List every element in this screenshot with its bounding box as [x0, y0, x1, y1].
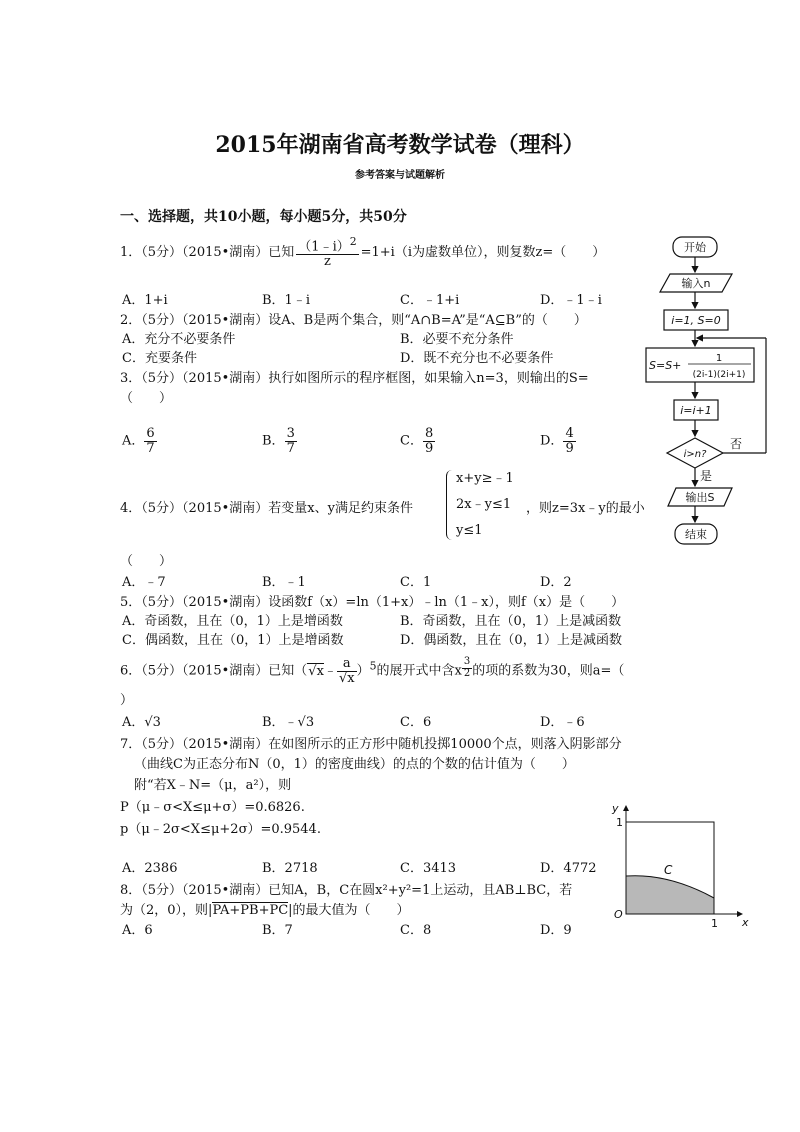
y-one-label: 1 [616, 816, 623, 829]
shaded-region [626, 876, 714, 914]
q1-option-c: C．﹣1+i [400, 293, 460, 308]
question-3: 3．（5分）（2015•湖南）执行如图所示的程序框图，如果输入n=3，则输出的S= [120, 371, 589, 386]
q2-option-a: A．充分不必要条件 [122, 332, 236, 347]
q5-option-b: B．奇函数，且在（0，1）上是减函数 [400, 614, 622, 629]
q5-option-a: A．奇函数，且在（0，1）上是增函数 [122, 614, 343, 629]
q1-option-a: A．1+i [122, 293, 168, 308]
q1-prefix: 1．（5分）（2015•湖南）已知 [120, 244, 295, 260]
question-3-paren: （ ） [120, 391, 173, 406]
q3-option-d: D． $\frac{4}{9}$ [540, 426, 574, 456]
q7-option-c: C．3413 [400, 861, 457, 876]
flow-input-text: 输入n [681, 277, 711, 290]
q1-option-d: D．﹣1﹣i [540, 293, 602, 308]
question-7-line-4: P（μ﹣σ<X≤μ+σ）=0.6826. [120, 800, 305, 815]
q4-constraint-1: x+y≥﹣1 [456, 471, 514, 486]
q8-option-c: C．8 [400, 923, 432, 938]
normal-density-graph [600, 800, 760, 930]
q1-exponent: 2 [349, 235, 357, 248]
question-1 [120, 236, 605, 269]
x-axis-label: x [742, 916, 749, 929]
q4-brace [446, 470, 455, 540]
flow-update-den: (2i-1)(2i+1) [692, 370, 746, 380]
q6-option-a: A．√3 [122, 715, 161, 730]
question-8-line-1: 8．（5分）（2015•湖南）已知A，B，C在圆x²+y²=1上运动，且AB⊥BC，若 [120, 883, 573, 898]
x-one-label: 1 [711, 917, 718, 930]
question-7-line-5: p（μ﹣2σ<X≤μ+2σ）=0.9544. [120, 822, 321, 837]
q8-option-a: A．6 [122, 923, 153, 938]
origin-label: O [614, 908, 623, 921]
q2-option-d: D．既不充分也不必要条件 [400, 351, 554, 366]
flow-update-prefix: S=S+ [649, 359, 682, 372]
q4-option-d: D．2 [540, 575, 572, 590]
question-7-line-3: 附“若X﹣N=（μ，a²），则 [134, 778, 292, 793]
flow-output-text: 输出S [685, 491, 715, 504]
flow-init-text: i=1, S=0 [671, 314, 721, 327]
flow-yes-label: 是 [700, 469, 713, 483]
flow-cond-text: i>n? [683, 449, 707, 460]
page-title: 2015年湖南省高考数学试卷（理科） [215, 132, 585, 158]
q6-sqrt-x: √x [308, 663, 324, 679]
flow-start-text: 开始 [684, 241, 706, 254]
q3-option-c: C． $\frac{8}{9}$ [400, 426, 434, 456]
q4-option-b: B．﹣1 [262, 575, 306, 590]
question-4-paren: （ ） [120, 554, 173, 569]
flow-incr-text: i=i+1 [680, 404, 712, 417]
question-6: 6．（5分）（2015•湖南）已知（√x﹣ $\frac{a}{√x}$ ）$^5$的展开式中含x $\frac{3}{2}$ 的项的系数为30，则a=（ [120, 656, 625, 686]
q4-constraint-2: 2x﹣y≤1 [456, 497, 512, 512]
question-8-line-2: 为（2，0），则|PA+PB+PC|的最大值为（ ） [120, 903, 410, 918]
q1-option-b: B．1﹣i [262, 293, 310, 308]
q1-fraction [296, 236, 358, 269]
q7-option-d: D．4772 [540, 861, 597, 876]
question-4-suffix: ，则z=3x﹣y的最小 [526, 501, 645, 516]
q3-option-a: A． $\frac{6}{7}$ [122, 426, 155, 456]
flow-no-label: 否 [730, 437, 743, 451]
q6-option-b: B．﹣√3 [262, 715, 315, 730]
question-4-prefix: 4．（5分）（2015•湖南）若变量x、y满足约束条件 [120, 501, 413, 516]
q1-numerator: （1﹣i） [298, 239, 350, 255]
q5-option-d: D．偶函数，且在（0，1）上是减函数 [400, 633, 622, 648]
q8-option-d: D．9 [540, 923, 572, 938]
question-6-close: ） [120, 693, 134, 708]
q4-option-c: C．1 [400, 575, 432, 590]
q4-constraint-3: y≤1 [456, 523, 483, 538]
q7-option-a: A．2386 [122, 861, 178, 876]
q1-suffix: =1+i（i为虚数单位），则复数z=（ ） [360, 244, 606, 260]
y-axis-label: y [612, 802, 619, 815]
flow-end-text: 结束 [685, 528, 707, 541]
flow-update-num: 1 [715, 353, 723, 364]
question-7-line-2: （曲线C为正态分布N（0，1）的密度曲线）的点的个数的估计值为（ ） [134, 757, 575, 772]
question-2: 2．（5分）（2015•湖南）设A、B是两个集合，则“A∩B=A”是“A⊆B”的（ ） [120, 313, 587, 328]
q3-option-b: B． $\frac{3}{7}$ [262, 426, 295, 456]
page-subtitle: 参考答案与试题解析 [355, 170, 445, 181]
q1-denominator: z [324, 253, 331, 269]
q7-option-b: B．2718 [262, 861, 318, 876]
q8-option-b: B．7 [262, 923, 293, 938]
q2-option-c: C．充要条件 [122, 351, 197, 366]
question-7-line-1: 7．（5分）（2015•湖南）在如图所示的正方形中随机投掷10000个点，则落入阴影部分 [120, 737, 622, 752]
q5-option-c: C．偶函数，且在（0，1）上是增函数 [122, 633, 344, 648]
q6-option-d: D．﹣6 [540, 715, 585, 730]
curve-label: C [664, 863, 673, 877]
question-5: 5．（5分）（2015•湖南）设函数f（x）=ln（1+x）﹣ln（1﹣x），则f（x）是（ ） [120, 595, 625, 610]
program-flowchart [640, 232, 790, 552]
q2-option-b: B．必要不充分条件 [400, 332, 514, 347]
q8-vector-sum: PA+PB+PC [212, 903, 289, 918]
section-heading: 一、选择题，共10小题，每小题5分，共50分 [120, 209, 407, 225]
q4-option-a: A．﹣7 [122, 575, 166, 590]
q6-option-c: C．6 [400, 715, 432, 730]
